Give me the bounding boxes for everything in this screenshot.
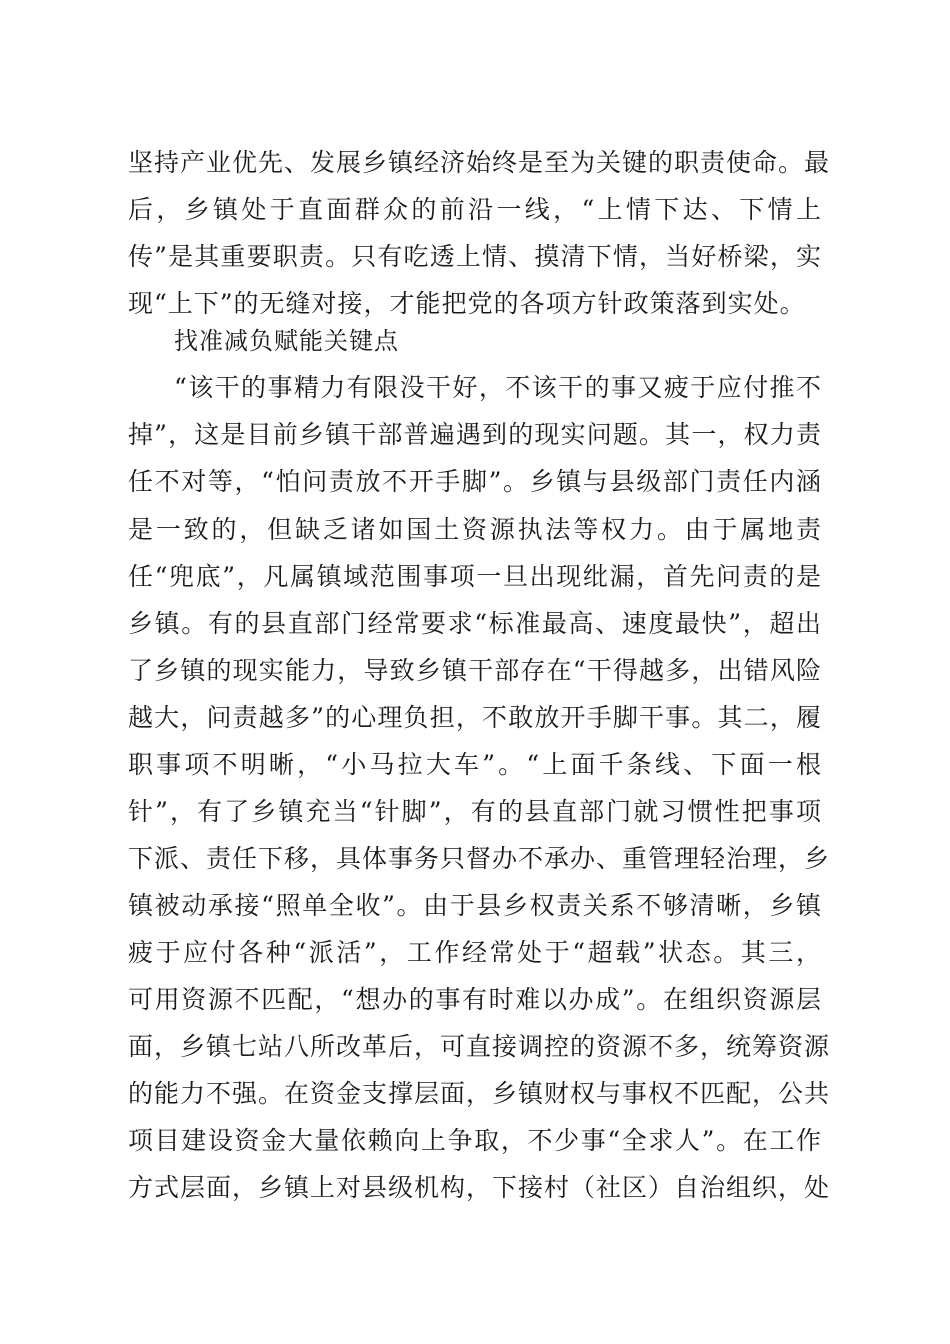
text-line: 疲于应付各种“派活”，工作经常处于“超载”状态。其三， bbox=[128, 938, 822, 967]
text-line: 后，乡镇处于直面群众的前沿一线，“上情下达、下情上 bbox=[128, 195, 822, 224]
text-line: 了乡镇的现实能力，导致乡镇干部存在“干得越多，出错风险 bbox=[128, 656, 822, 685]
text-line: 越大，问责越多”的心理负担，不敢放开手脚干事。其二，履 bbox=[128, 703, 822, 732]
text-line: 方式层面，乡镇上对县级机构，下接村（社区）自治组织，处 bbox=[128, 1173, 831, 1202]
text-line: 的能力不强。在资金支撑层面，乡镇财权与事权不匹配，公共 bbox=[128, 1079, 831, 1108]
text-line: “该干的事精力有限没干好，不该干的事又疲于应付推不 bbox=[174, 373, 822, 402]
text-line: 可用资源不匹配，“想办的事有时难以办成”。在组织资源层 bbox=[128, 985, 822, 1014]
text-line: 下派、责任下移，具体事务只督办不承办、重管理轻治理，乡 bbox=[128, 844, 831, 873]
text-line: 项目建设资金大量依赖向上争取，不少事“全求人”。在工作 bbox=[128, 1126, 822, 1155]
section-heading: 找准减负赋能关键点 bbox=[174, 327, 399, 355]
text-line: 职事项不明晰，“小马拉大车”。“上面千条线、下面一根 bbox=[128, 750, 822, 779]
text-line: 坚持产业优先、发展乡镇经济始终是至为关键的职责使命。最 bbox=[128, 148, 831, 177]
text-line: 掉”，这是目前乡镇干部普遍遇到的现实问题。其一，权力责 bbox=[128, 420, 822, 449]
text-line: 是一致的，但缺乏诸如国土资源执法等权力。由于属地责 bbox=[128, 515, 822, 544]
text-line: 现“上下”的无缝对接，才能把党的各项方针政策落到实处。 bbox=[128, 289, 806, 318]
text-line: 镇被动承接“照单全收”。由于县乡权责关系不够清晰，乡镇 bbox=[128, 891, 822, 920]
text-line: 任不对等，“怕问责放不开手脚”。乡镇与县级部门责任内涵 bbox=[128, 467, 822, 496]
text-line: 面，乡镇七站八所改革后，可直接调控的资源不多，统筹资源 bbox=[128, 1032, 831, 1061]
text-line: 针”，有了乡镇充当“针脚”，有的县直部门就习惯性把事项 bbox=[128, 797, 822, 826]
text-line: 乡镇。有的县直部门经常要求“标准最高、速度最快”，超出 bbox=[128, 609, 822, 638]
text-line: 任“兜底”，凡属镇域范围事项一旦出现纰漏，首先问责的是 bbox=[128, 562, 822, 591]
text-line: 传”是其重要职责。只有吃透上情、摸清下情，当好桥梁，实 bbox=[128, 242, 822, 271]
